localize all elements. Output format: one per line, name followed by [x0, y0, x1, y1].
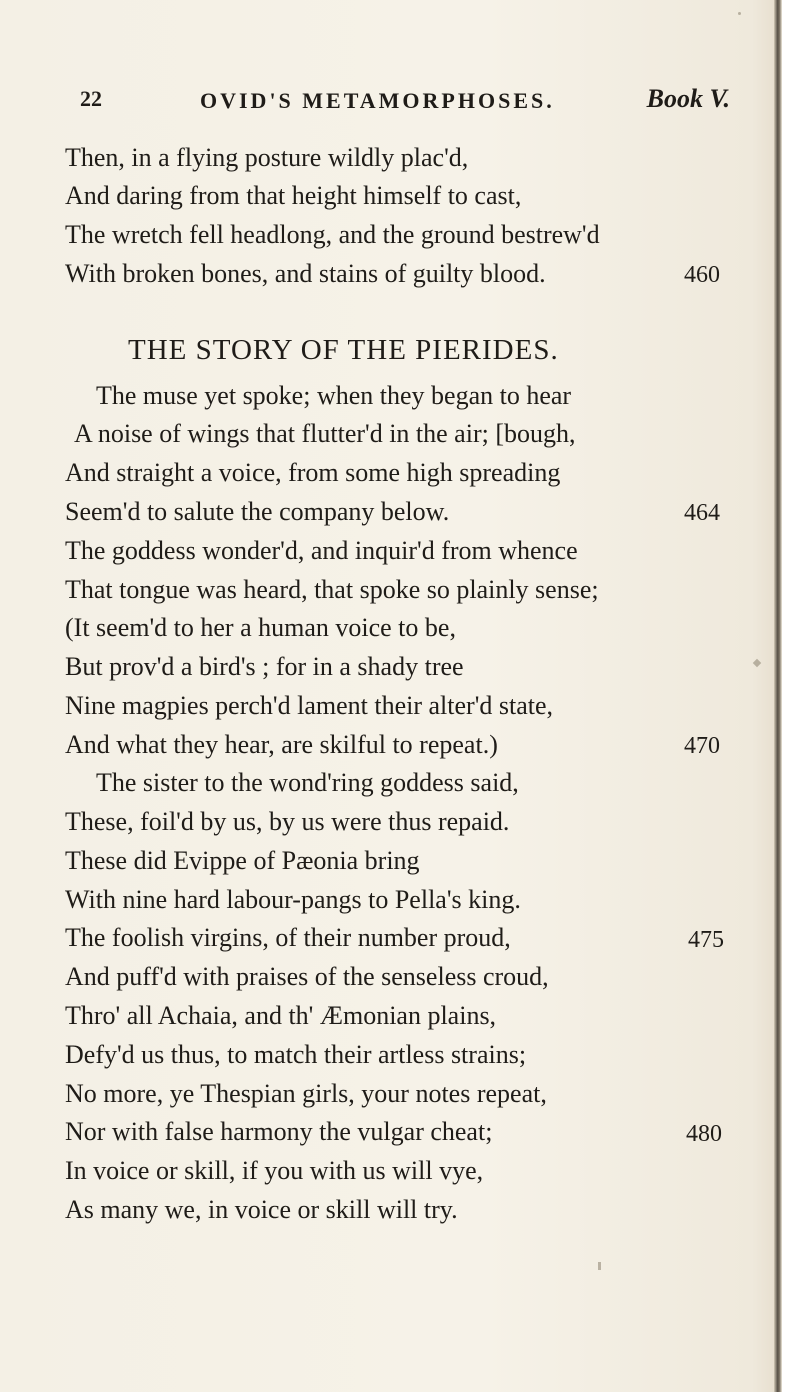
verse-line: The goddess wonder'd, and inquir'd from whence [65, 536, 578, 565]
verse-line: A noise of wings that flutter'd in the air; [bough, [74, 419, 576, 448]
verse-line: Thro' all Achaia, and th' Æmonian plains, [65, 1001, 497, 1030]
book-label: Book V. [646, 84, 730, 113]
verse-line: As many we, in voice or skill will try. [65, 1195, 458, 1224]
verse-line: Seem'd to salute the company below. [65, 497, 450, 526]
verse-line: No more, ye Thespian girls, your notes repeat, [65, 1079, 547, 1108]
verse-line: The foolish virgins, of their number proud, [65, 923, 511, 952]
verse-line: Defy'd us thus, to match their artless strains; [65, 1040, 527, 1069]
verse-line: And what they hear, are skilful to repeat.) [65, 730, 498, 759]
section-heading: THE STORY OF THE PIERIDES. [128, 334, 559, 366]
line-number: 475 [688, 927, 724, 953]
verse-line: Nor with false harmony the vulgar cheat; [65, 1117, 493, 1146]
line-number: 480 [686, 1121, 722, 1147]
verse-line: But prov'd a bird's ; for in a shady tree [65, 652, 464, 681]
line-number: 460 [684, 262, 720, 288]
verse-line: And puff'd with praises of the senseless croud, [65, 962, 549, 991]
verse-line: The sister to the wond'ring goddess said, [96, 768, 519, 797]
verse-line: And daring from that height himself to cast, [65, 181, 522, 210]
page-number: 22 [80, 86, 102, 111]
verse-line: In voice or skill, if you with us will vye, [65, 1156, 484, 1185]
verse-line: With nine hard labour-pangs to Pella's king. [65, 885, 521, 914]
verse-line: And straight a voice, from some high spreading [65, 458, 561, 487]
verse-line: With broken bones, and stains of guilty blood. [65, 259, 546, 288]
line-number: 464 [684, 500, 720, 526]
print-speck [738, 12, 741, 15]
running-title: OVID'S METAMORPHOSES. [200, 88, 555, 113]
verse-line: (It seem'd to her a human voice to be, [65, 613, 456, 642]
print-speck [753, 659, 761, 667]
page-binding-edge [774, 0, 782, 1392]
verse-line: The muse yet spoke; when they began to hear [96, 381, 572, 410]
verse-line: Then, in a flying posture wildly plac'd, [65, 143, 469, 172]
verse-line: These did Evippe of Pæonia bring [65, 846, 420, 875]
verse-line: The wretch fell headlong, and the ground bestrew'd [65, 220, 600, 249]
verse-line: That tongue was heard, that spoke so plainly sense; [65, 575, 599, 604]
print-speck [598, 1262, 601, 1270]
page-edge-margin [782, 0, 800, 1392]
running-header [80, 80, 730, 120]
verse-line: These, foil'd by us, by us were thus repaid. [65, 807, 510, 836]
line-number: 470 [684, 733, 720, 759]
verse-line: Nine magpies perch'd lament their alter'd state, [65, 691, 554, 720]
